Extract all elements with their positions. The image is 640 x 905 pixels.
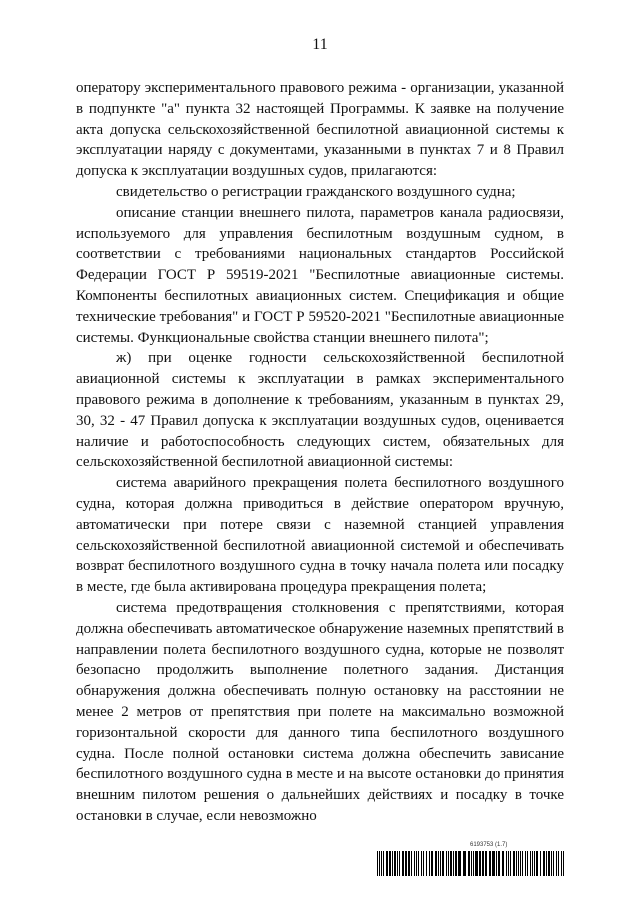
- paragraph-registration-certificate: свидетельство о регистрации гражданского воздушного судна;: [116, 183, 516, 200]
- paragraph-item-zh: ж) при оценке годности сельскохозяйственной беспилотной авиационной системы к эксплуатации в рамках экспериментального правового режима в дополнение к требованиям, указанным в пунктах 29, 30, 32 - 47 Правил допуска к эксплуатации воздушных судов, оценивается наличие и работоспособность следующих систем, обязательных для сельскохозяйственной беспилотной авиационной системы:: [76, 350, 564, 471]
- paragraph-collision-avoidance-system: система предотвращения столкновения с препятствиями, которая должна обеспечивать автоматическое обнаружение наземных препятствий в направлении полета беспилотного воздушного судна, которые не позволят безопасно продолжить выполнение полетного задания. Дистанция обнаружения должна обеспечивать полную остановку на расстоянии не менее 2 метров от препятствия при полете на максимально возможной горизонтальной скорости для данного типа беспилотного воздушного судна. После полной остановки система должна обеспечить зависание беспилотного воздушного судна в месте и на высоте остановки до принятия внешним пилотом решения о дальнейших действиях и посадку в точке остановки в случае, если невозможно: [76, 599, 564, 824]
- document-body: [76, 78, 564, 827]
- barcode-icon: [377, 851, 568, 876]
- paragraph-emergency-termination-system: система аварийного прекращения полета беспилотного воздушного судна, которая должна приводиться в действие оператором вручную, автоматически при потере связи с наземной станцией управления сельскохозяйственной беспилотной авиационной системой и обеспечивать возврат беспилотного воздушного судна в точку начала полета или посадку в месте, где была активирована процедура прекращения полета;: [76, 475, 564, 596]
- document-code: 6193753 (1.7): [470, 842, 508, 848]
- page-number: 11: [312, 36, 328, 53]
- paragraph-intro: оператору экспериментального правового режима - организации, указанной в подпункте "а" пункта 32 настоящей Программы. К заявке на получение акта допуска сельскохозяйственной беспилотной авиационной системы к эксплуатации наряду с документами, указанными в пунктах 7 и 8 Правил допуска к эксплуатации воздушных судов, прилагаются:: [76, 80, 564, 180]
- paragraph-pilot-station-description: описание станции внешнего пилота, параметров канала радиосвязи, используемого для управления беспилотным воздушным судном, в соответствии с требованиями национальных стандартов Российской Федерации ГОСТ Р 59519-2021 "Беспилотные авиационные системы. Компоненты беспилотных авиационных систем. Спецификация и общие технические требования" и ГОСТ Р 59520-2021 "Беспилотные авиационные системы. Функциональные свойства станции внешнего пилота";: [76, 204, 564, 346]
